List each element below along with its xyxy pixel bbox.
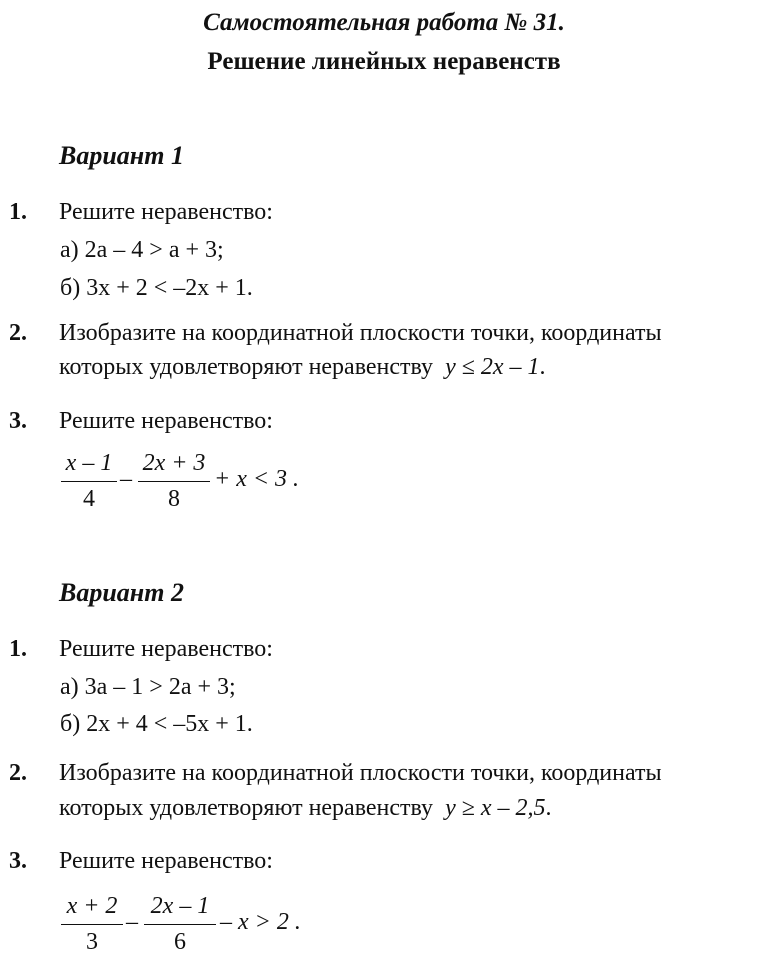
- v1-task1-a: а) 2a – 4 > a + 3;: [60, 237, 224, 263]
- v1-fraction-2-denominator: 8: [168, 486, 180, 512]
- v1-task1-b: б) 3x + 2 < –2x + 1.: [60, 275, 253, 301]
- v1-expression-tail: + x < 3 .: [214, 466, 300, 492]
- v2-fraction-2-bar: [144, 924, 216, 925]
- v2-task1-b: б) 2x + 4 < –5x + 1.: [60, 711, 253, 737]
- v1-task3-number: 3.: [9, 408, 27, 434]
- v2-fraction-2: [144, 893, 216, 959]
- v2-task2-line2: [59, 795, 552, 822]
- v1-fraction-2-bar: [138, 481, 210, 482]
- v1-task2-line1: Изобразите на координатной плоскости точки, координаты: [59, 320, 662, 346]
- v2-task1-prompt: Решите неравенство:: [59, 636, 273, 662]
- v1-fraction-1: [61, 450, 117, 516]
- variant-2-heading: Вариант 2: [59, 578, 184, 607]
- v1-task2-line2: [59, 354, 546, 381]
- v1-task2-line2-text: которых удовлетворяют неравенству: [59, 354, 434, 380]
- v1-task2-number: 2.: [9, 320, 27, 346]
- v2-fraction-2-denominator: 6: [174, 929, 186, 955]
- v2-task2-line1: Изобразите на координатной плоскости точки, координаты: [59, 760, 662, 786]
- v2-expression-tail: – x > 2 .: [220, 909, 301, 935]
- v2-fraction-2-numerator: 2x – 1: [150, 893, 210, 919]
- v2-task3-number: 3.: [9, 848, 27, 874]
- v2-minus-sign: –: [126, 909, 138, 935]
- v1-task2-inequality: y ≤ 2x – 1: [445, 354, 540, 380]
- v2-task2-end: .: [545, 795, 552, 821]
- page-subtitle: Решение линейных неравенств: [207, 48, 561, 75]
- v1-task2-end: .: [539, 354, 546, 380]
- v1-fraction-1-numerator: x – 1: [65, 450, 113, 476]
- page-title: Самостоятельная работа № 31.: [203, 9, 565, 36]
- v1-task3-prompt: Решите неравенство:: [59, 408, 273, 434]
- v1-task1-prompt: Решите неравенство:: [59, 199, 273, 225]
- v1-fraction-1-bar: [61, 481, 117, 482]
- v1-fraction-2-numerator: 2x + 3: [142, 450, 206, 476]
- v2-fraction-1: [61, 893, 123, 959]
- v2-task1-number: 1.: [9, 636, 27, 662]
- v1-task1-number: 1.: [9, 199, 27, 225]
- variant-1-heading: Вариант 1: [59, 141, 184, 170]
- v2-fraction-1-numerator: x + 2: [66, 893, 118, 919]
- v2-fraction-1-denominator: 3: [86, 929, 98, 955]
- v2-fraction-1-bar: [61, 924, 123, 925]
- v2-task2-line2-text: которых удовлетворяют неравенству: [59, 795, 434, 821]
- v1-minus-sign: –: [120, 466, 132, 492]
- v1-fraction-1-denominator: 4: [83, 486, 95, 512]
- v1-fraction-2: [138, 450, 210, 516]
- v2-task3-prompt: Решите неравенство:: [59, 848, 273, 874]
- v2-task2-inequality: y ≥ x – 2,5: [445, 795, 546, 821]
- v2-task1-a: а) 3a – 1 > 2a + 3;: [60, 674, 236, 700]
- v2-task2-number: 2.: [9, 760, 27, 786]
